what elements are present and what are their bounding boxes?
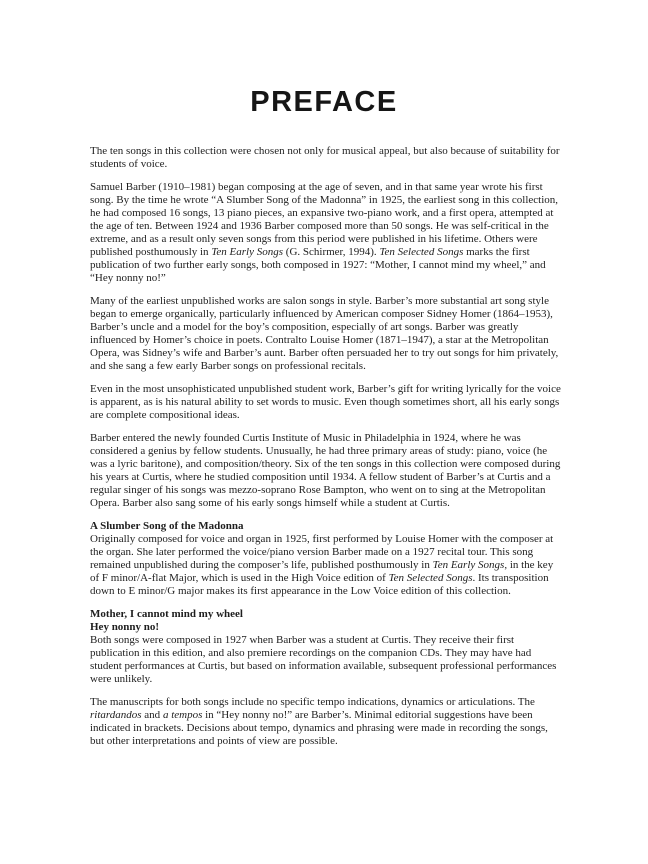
text-segment: Hey nonny no! — [90, 621, 160, 633]
paragraph — [90, 533, 562, 598]
paragraph — [90, 634, 562, 686]
text-segment: Barber entered the newly founded Curtis Institute of Music in Philadelphia in 1924, where he was considered a genius by fellow students. Unusually, he had three primary areas of study: piano, voice (he was a lyric baritone), and composition/theory. Six of the ten songs in this collection were composed during his years at Curtis, where he studied composition until 1934. A fellow student of Barber’s at Curtis and a regular singer of his songs was mezzo-soprano Rose Bampton, who went on to sing at the Metropolitan Opera. Barber also sang some of his early songs himself while a student at Curtis. — [90, 432, 561, 509]
text-segment: (G. Schirmer, 1994). — [283, 246, 380, 258]
text-segment: , in the key of F minor/A-flat Major, which is used in the High Voice edition of — [90, 559, 554, 584]
paragraph — [90, 295, 562, 373]
paragraph — [90, 696, 562, 748]
text-segment: Both songs were composed in 1927 when Barber was a student at Curtis. They receive their first publication in this edition, and also premiere recordings on the companion CDs. They may have had student performances at Curtis, but based on information available, subsequent professional performances were unlikely. — [90, 634, 557, 685]
italic-text-segment: Ten Early Songs — [211, 246, 284, 258]
text-segment: Originally composed for voice and organ in 1925, first performed by Louise Homer with the composer at the organ. She later performed the voice/piano version Barber made on a 1927 recital tour. This song remained unpublished during the composer’s life, published posthumously in — [90, 533, 554, 571]
section-heading — [90, 520, 562, 533]
page-title: PREFACE — [250, 86, 398, 118]
text-segment: Many of the earliest unpublished works are salon songs in style. Barber’s more substantial art song style began to emerge organically, particularly influenced by American composer Sidney Homer (1864–1953), Barber’s uncle and a model for the boy’s composition, especially of art songs. Barber was greatly influenced by Homer’s choice in poets. Contralto Louise Homer (1871–1947), a star at the Metropolitan Opera, was Sidney’s wife and Barber’s aunt. Barber often persuaded her to try out songs for him privately, and she sang a few early Barber songs on professional recitals. — [90, 295, 559, 372]
paragraph — [90, 145, 562, 171]
section-heading — [90, 608, 562, 621]
text-segment: The manuscripts for both songs include no specific tempo indications, dynamics or articulations. The — [90, 696, 535, 708]
section-heading — [90, 621, 562, 634]
text-segment: Even in the most unsophisticated unpublished student work, Barber’s gift for writing lyrically for the voice is apparent, as is his natural ability to set words to music. Even though sometimes short, all his early songs are complete compositional ideas. — [90, 383, 561, 421]
italic-text-segment: Ten Early Songs — [432, 559, 505, 571]
text-segment: marks the first publication of two further early songs, both composed in 1927: “Mother, I cannot mind my wheel,” and “Hey nonny no!” — [90, 246, 546, 284]
italic-text-segment: Ten Selected Songs — [379, 246, 464, 258]
paragraph — [90, 432, 562, 510]
text-segment: Mother, I cannot mind my wheel — [90, 608, 243, 620]
text-segment: The ten songs in this collection were chosen not only for musical appeal, but also because of suitability for students of voice. — [90, 145, 560, 170]
text-segment: . Its transposition down to E minor/G major makes its first appearance in the Low Voice edition of this collection. — [90, 572, 549, 597]
text-segment: Samuel Barber (1910–1981) began composing at the age of seven, and in that same year wrote his first song. By the time he wrote “A Slumber Song of the Madonna” in 1925, the earliest song in this collection, he had composed 16 songs, 13 piano pieces, an expansive two-piano work, and a first opera, attempted at the age of ten. Between 1924 and 1936 Barber composed more than 50 songs. He was self-critical in the extreme, and as a result only seven songs from this period were published in his lifetime. Others were published posthumously in — [90, 181, 559, 258]
italic-text-segment: Ten Selected Songs — [388, 572, 473, 584]
paragraph — [90, 181, 562, 285]
paragraph — [90, 383, 562, 422]
italic-text-segment: a tempos — [162, 709, 203, 721]
italic-text-segment: ritardandos — [90, 709, 142, 721]
text-segment: A Slumber Song of the Madonna — [90, 520, 244, 532]
text-segment: in “Hey nonny no!” are Barber’s. Minimal editorial suggestions have been indicated in brackets. Decisions about tempo, dynamics and phrasing were made in recording the songs, but other interpretations and points of view are possible. — [90, 709, 548, 747]
text-segment: and — [141, 709, 163, 721]
preface-body — [90, 145, 562, 748]
